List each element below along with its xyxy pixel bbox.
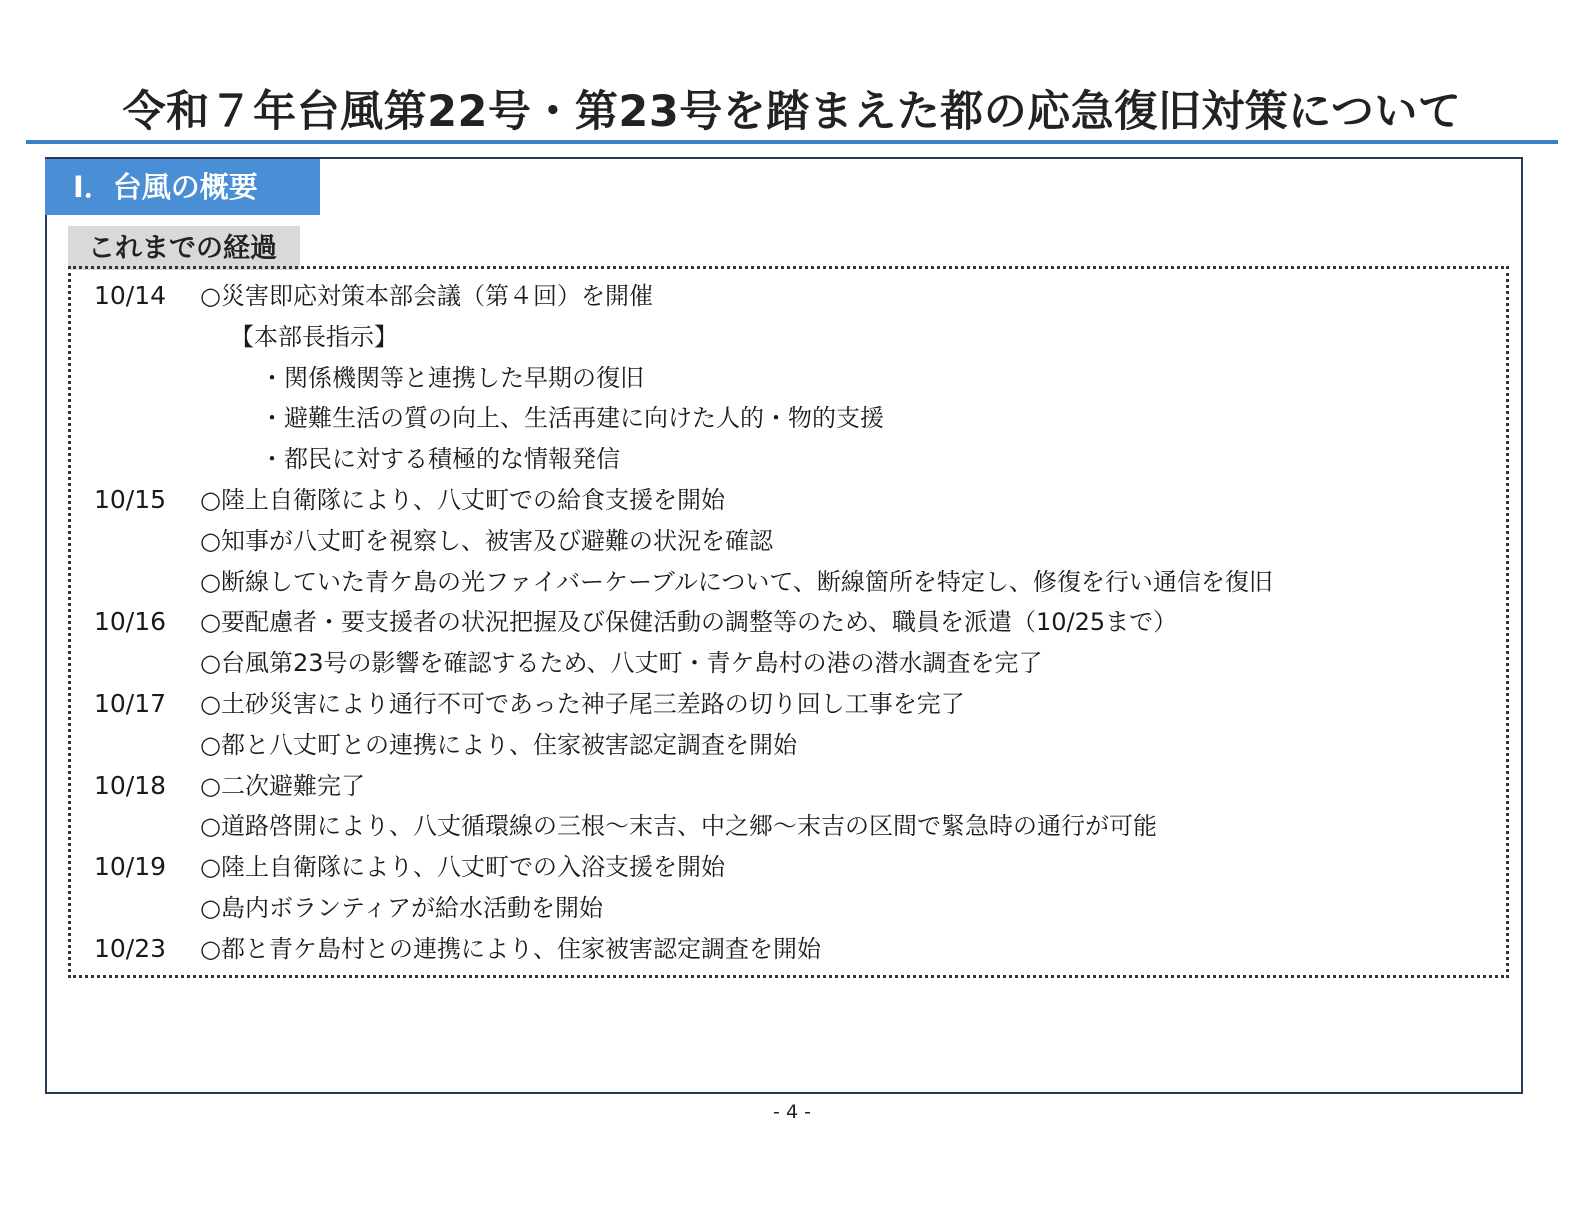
- section-heading: Ⅰ．台風の概要: [45, 159, 320, 215]
- page-number: - 4 -: [773, 1101, 811, 1123]
- timeline-entry: [94, 480, 1494, 521]
- timeline-text: ○島内ボランティアが給水活動を開始: [200, 893, 604, 922]
- timeline-text: ○陸上自衛隊により、八丈町での入浴支援を開始: [200, 853, 725, 882]
- timeline-entry: [94, 847, 1494, 888]
- timeline-text: ○断線していた青ケ島の光ファイバーケーブルについて、断線箇所を特定し、修復を行い通信を復旧: [200, 567, 1273, 596]
- timeline-entry: [94, 602, 1494, 643]
- timeline-text: ・関係機関等と連携した早期の復旧: [260, 363, 644, 392]
- timeline-entry: [94, 643, 1494, 684]
- timeline-text: ○都と青ケ島村との連携により、住家被害認定調査を開始: [200, 934, 821, 963]
- timeline-entry: [94, 398, 1494, 439]
- timeline-list: [94, 276, 1494, 970]
- timeline-text: ○陸上自衛隊により、八丈町での給食支援を開始: [200, 485, 725, 514]
- timeline-date: 10/17: [94, 688, 167, 718]
- timeline-text: ○災害即応対策本部会議（第４回）を開催: [200, 282, 653, 310]
- timeline-entry: [94, 806, 1494, 847]
- timeline-text: ・都民に対する積極的な情報発信: [260, 445, 620, 474]
- timeline-text: ○土砂災害により通行不可であった神子尾三差路の切り回し工事を完了: [200, 689, 965, 718]
- timeline-entry: [94, 439, 1494, 480]
- timeline-entry: [94, 929, 1494, 970]
- timeline-date: 10/19: [94, 852, 167, 882]
- timeline-entry: [94, 684, 1494, 725]
- timeline-entry: [94, 317, 1494, 358]
- timeline-entry: [94, 521, 1494, 562]
- timeline-entry: [94, 276, 1494, 317]
- timeline-text: ○道路啓開により、八丈循環線の三根～末吉、中之郷～末吉の区間で緊急時の通行が可能: [200, 812, 1157, 841]
- timeline-text: ○台風第23号の影響を確認するため、八丈町・青ケ島村の港の潜水調査を完了: [200, 649, 1043, 678]
- timeline-entry: [94, 562, 1494, 603]
- timeline-entry: [94, 358, 1494, 399]
- timeline-date: 10/15: [94, 484, 167, 514]
- timeline-text: 【本部長指示】: [230, 322, 398, 351]
- title-underline: [26, 140, 1558, 144]
- timeline-date: 10/14: [94, 281, 167, 310]
- timeline-text: ○都と八丈町との連携により、住家被害認定調査を開始: [200, 730, 797, 759]
- page-title: 令和７年台風第22号・第23号を踏まえた都の応急復旧対策について: [122, 87, 1462, 137]
- timeline-text: ○知事が八丈町を視察し、被害及び避難の状況を確認: [200, 526, 773, 555]
- timeline-entry: [94, 888, 1494, 929]
- timeline-entry: [94, 725, 1494, 766]
- timeline-entry: [94, 766, 1494, 807]
- timeline-text: ○要配慮者・要支援者の状況把握及び保健活動の調整等のため、職員を派遣（10/25まで）: [200, 608, 1178, 637]
- subsection-heading: これまでの経過: [68, 226, 300, 270]
- timeline-date: 10/18: [94, 770, 167, 800]
- timeline-text: ○二次避難完了: [200, 771, 365, 800]
- timeline-text: ・避難生活の質の向上、生活再建に向けた人的・物的支援: [260, 404, 884, 433]
- timeline-date: 10/23: [94, 933, 167, 963]
- timeline-date: 10/16: [94, 607, 167, 637]
